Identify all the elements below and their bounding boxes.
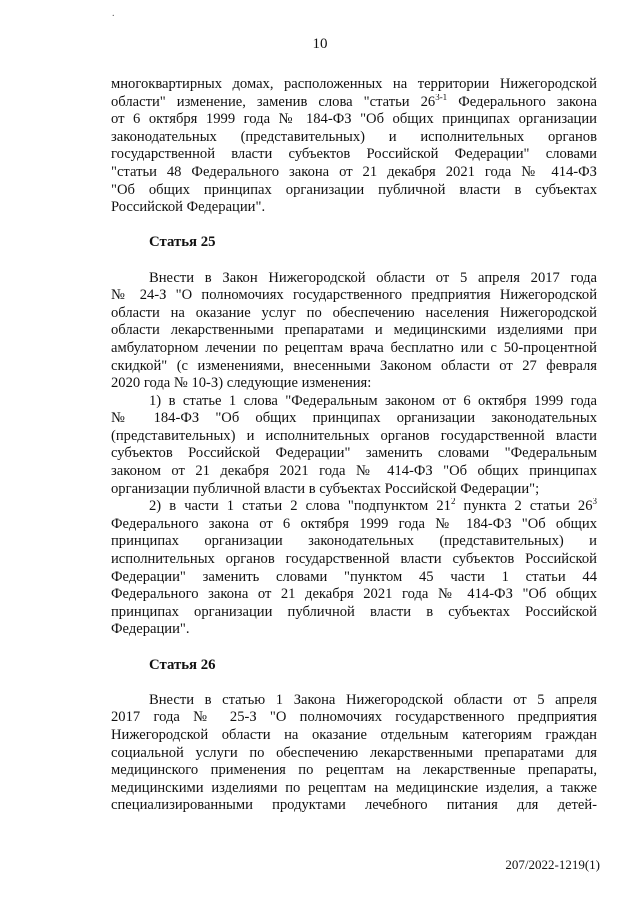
text-line — [111, 569, 597, 587]
scan-mark: . — [112, 8, 115, 19]
document-body — [111, 76, 597, 815]
line-text: субъектов Российской Федерации" заменить словами "Федеральным — [111, 445, 597, 462]
line-text: законом от 21 декабря 2021 года № 414-ФЗ "Об общих принципах — [111, 463, 597, 480]
document-code: 207/2022-1219(1) — [505, 857, 600, 872]
text-line — [111, 780, 597, 798]
line-text: многоквартирных домах, расположенных на территории Нижегородской — [111, 76, 597, 92]
text-line — [111, 481, 597, 499]
text-line — [111, 322, 597, 340]
line-text: Федерации" заменить словами "пунктом 45 части 1 статьи 44 — [111, 568, 597, 585]
text-line — [111, 604, 597, 622]
text-line — [111, 182, 597, 200]
line-text: Федерального закона от 21 декабря 2021 года № 414-ФЗ "Об общих — [111, 586, 597, 603]
text-line — [111, 621, 597, 639]
text-line — [111, 445, 597, 463]
line-text: законодательных (представительных) и исполнительных органов — [111, 128, 597, 145]
line-text: № 24-З "О полномочиях государственного предприятия Нижегородской — [111, 287, 597, 304]
line-text: Федерации". — [111, 621, 190, 638]
text-line — [111, 410, 597, 428]
line-text: № 184-ФЗ "Об общих принципах организации законодательных — [111, 410, 597, 427]
text-line — [111, 498, 597, 516]
text-line — [111, 762, 597, 780]
paragraph-spacer — [111, 252, 597, 270]
line-text: (представительных) и исполнительных органов государственной власти — [111, 427, 597, 444]
text-line — [111, 516, 597, 534]
line-text: государственной власти субъектов Российской Федерации" словами — [111, 146, 597, 163]
line-text: амбулаторном лечении по рецептам врача бесплатно или с 50-процентной — [111, 339, 597, 356]
line-text: исполнительных органов государственной власти субъектов Российской — [111, 551, 597, 568]
line-text: области лекарственными препаратами и медицинскими изделиями при — [111, 322, 597, 339]
text-line — [111, 129, 597, 147]
text-line — [111, 375, 597, 393]
line-text: Внести в Закон Нижегородской области от 5 апреля 2017 года — [149, 269, 597, 286]
superscript: 2 — [450, 498, 456, 507]
line-text: области" изменение, заменив слова "статьи 26 — [111, 93, 436, 110]
article-heading: Статья 26 — [149, 656, 216, 673]
text-line — [111, 287, 597, 305]
line-text: 2020 года № 10-З) следующие изменения: — [111, 375, 372, 392]
line-text: от 6 октября 1999 года № 184-ФЗ "Об общих принципах организации — [111, 111, 597, 128]
line-text: 2) в части 1 статьи 2 слова "подпунктом 21 — [149, 498, 451, 515]
text-line — [111, 340, 597, 358]
line-text: 1) в статье 1 слова "Федеральным законом от 6 октября 1999 года — [149, 392, 597, 409]
line-text: "Об общих принципах организации публичной власти в субъектах — [111, 181, 597, 198]
text-line — [111, 111, 597, 129]
text-line — [111, 551, 597, 569]
article-heading: Статья 25 — [149, 234, 216, 251]
line-text: области на оказание услуг по обеспечению населения Нижегородской — [111, 304, 597, 321]
paragraph-spacer — [111, 639, 597, 657]
text-line — [111, 94, 597, 112]
line-text: специализированными продуктами лечебного питания для детей- — [111, 797, 597, 814]
text-line — [111, 463, 597, 481]
paragraph-spacer — [111, 217, 597, 235]
line-text: социальной услуги по обеспечению лекарственными препаратами для — [111, 744, 597, 761]
line-text-tail: Федерального закона — [447, 93, 597, 110]
text-line — [111, 76, 597, 94]
line-text: принципах организации публичной власти в субъектах Российской — [111, 603, 597, 620]
line-text: Внести в статью 1 Закона Нижегородской области от 5 апреля — [149, 691, 597, 708]
text-line — [111, 270, 597, 288]
text-line — [111, 358, 597, 376]
text-line — [111, 797, 597, 815]
text-line — [111, 533, 597, 551]
text-line — [111, 146, 597, 164]
line-text: медицинскими изделиями по рецептам на медицинские изделия, а также — [111, 779, 597, 796]
text-line — [111, 199, 597, 217]
line-text: 2017 года № 25-З "О полномочиях государственного предприятия — [111, 709, 597, 726]
text-line — [111, 164, 597, 182]
text-line — [111, 727, 597, 745]
text-line — [111, 692, 597, 710]
line-text: принципах организации законодательных (представительных) и — [111, 533, 597, 550]
line-text: Федерального закона от 6 октября 1999 года № 184-ФЗ "Об общих — [111, 515, 597, 532]
paragraph-spacer — [111, 674, 597, 692]
line-text-tail: пункта 2 статьи 26 — [455, 498, 593, 515]
line-text: Нижегородской области на оказание отдельным категориям граждан — [111, 726, 597, 743]
superscript: 3 — [592, 498, 597, 507]
text-line — [111, 393, 597, 411]
superscript: 3-1 — [435, 93, 448, 102]
line-text: медицинского применения по рецептам на лекарственные препараты, — [111, 762, 597, 779]
text-line — [111, 586, 597, 604]
line-text: Российской Федерации". — [111, 199, 266, 216]
text-line — [111, 709, 597, 727]
line-text: "статьи 48 Федерального закона от 21 декабря 2021 года № 414-ФЗ — [111, 163, 597, 180]
text-line — [111, 305, 597, 323]
text-line — [111, 745, 597, 763]
text-line — [111, 428, 597, 446]
line-text: скидкой" (с изменениями, внесенными Законом области от 27 февраля — [111, 357, 597, 374]
page-number: 10 — [312, 36, 328, 52]
line-text: организации публичной власти в субъектах Российской Федерации"; — [111, 480, 540, 497]
